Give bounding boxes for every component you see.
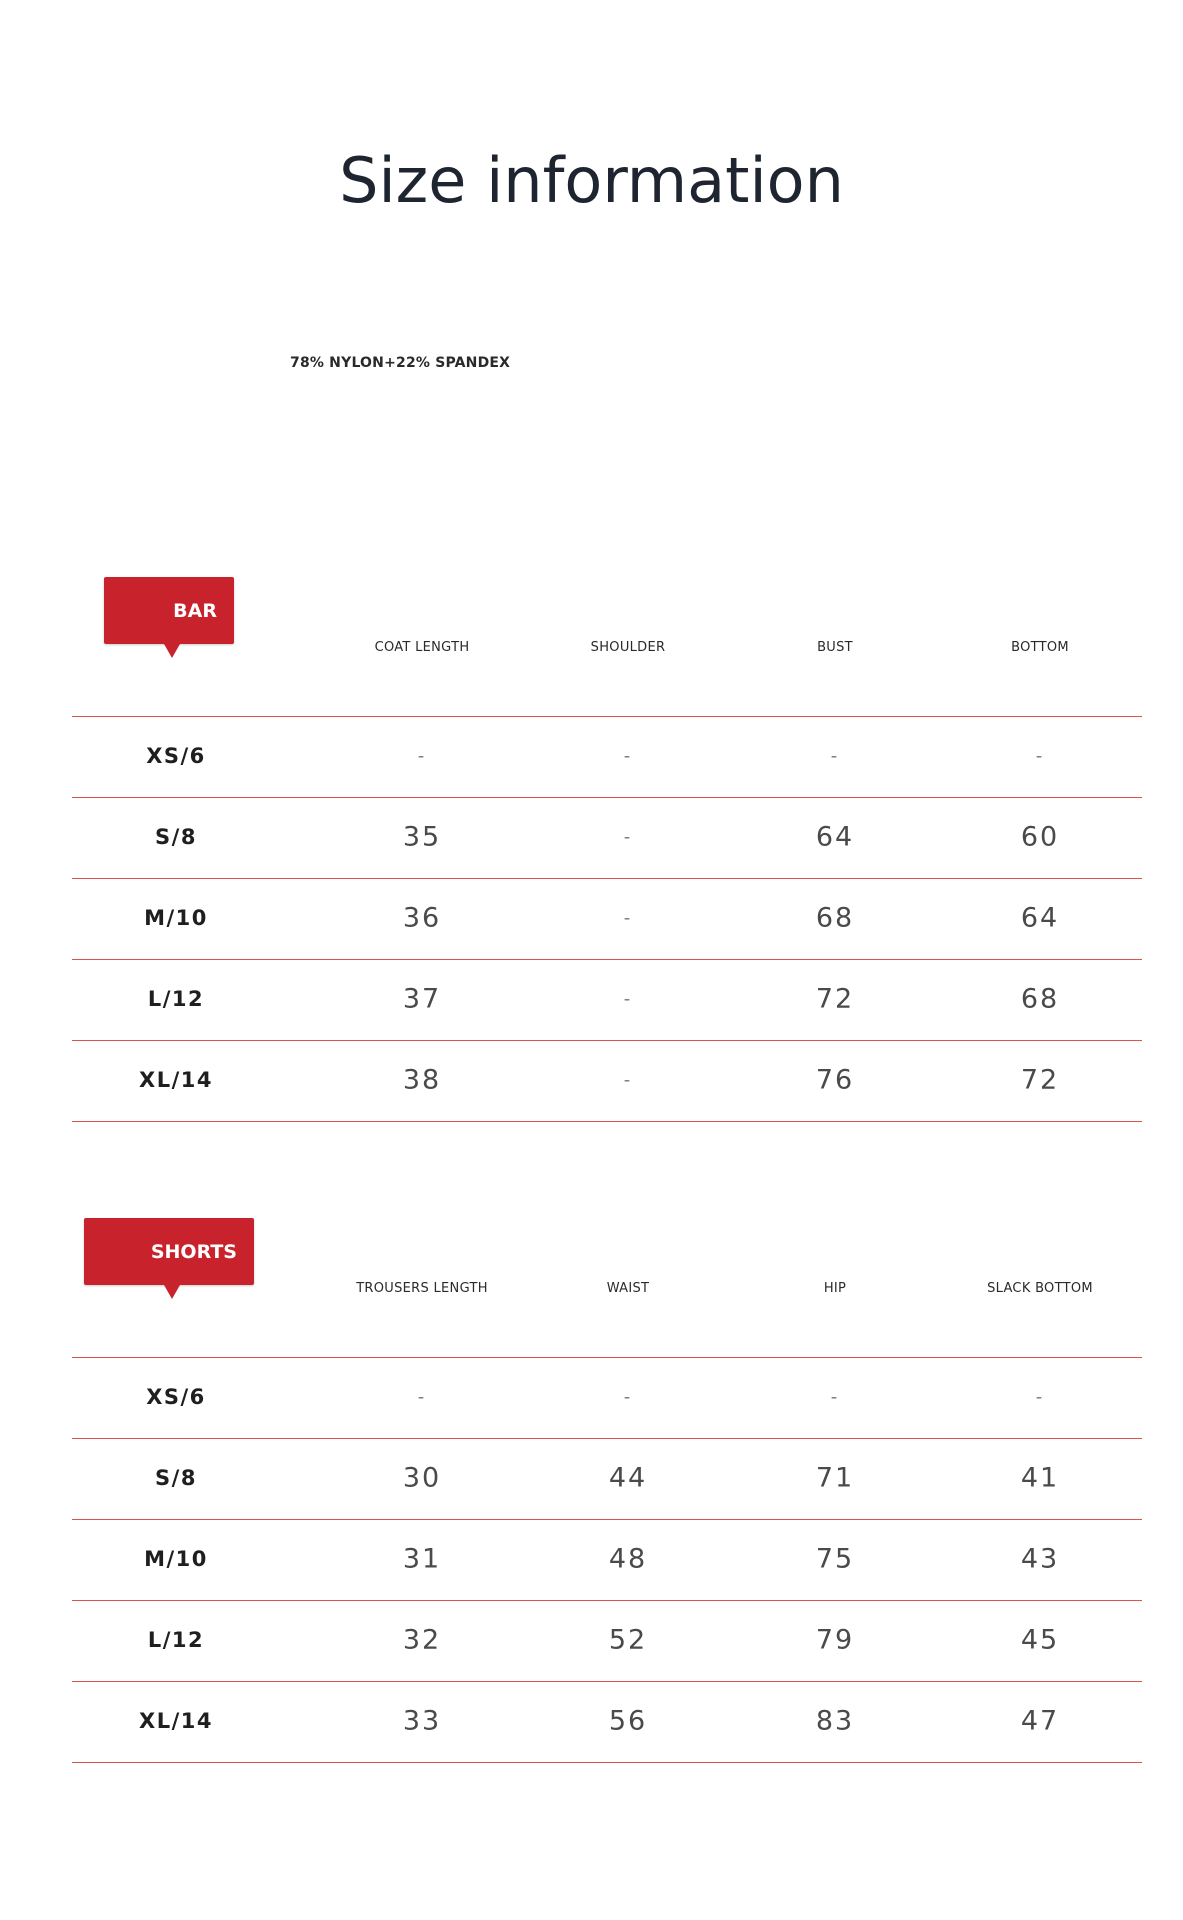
column-header: WAIST bbox=[606, 1281, 650, 1296]
measurement-value: 71 bbox=[815, 1462, 855, 1494]
measurement-value: 76 bbox=[815, 1064, 855, 1096]
page-title: Size information bbox=[339, 144, 844, 217]
table-divider bbox=[72, 1762, 1142, 1763]
column-header: HIP bbox=[823, 1281, 847, 1296]
measurement-value: - bbox=[623, 1386, 633, 1408]
table-row bbox=[0, 1600, 1183, 1680]
column-header: BOTTOM bbox=[1011, 640, 1069, 655]
table-row bbox=[0, 959, 1183, 1039]
measurement-value: 41 bbox=[1020, 1462, 1060, 1494]
measurement-value: - bbox=[623, 745, 633, 767]
measurement-value: 31 bbox=[402, 1543, 442, 1575]
size-label: M/10 bbox=[144, 1547, 208, 1571]
section-tag-label: BAR bbox=[173, 599, 217, 622]
measurement-value: 32 bbox=[402, 1624, 442, 1656]
measurement-value: - bbox=[623, 988, 633, 1010]
measurement-value: 37 bbox=[402, 983, 442, 1015]
column-header: TROUSERS LENGTH bbox=[356, 1281, 488, 1296]
size-label: L/12 bbox=[147, 1628, 205, 1652]
measurement-value: 72 bbox=[1020, 1064, 1060, 1096]
measurement-value: 60 bbox=[1020, 821, 1060, 853]
table-row bbox=[0, 1040, 1183, 1120]
size-label: XL/14 bbox=[139, 1068, 213, 1092]
table-row bbox=[0, 878, 1183, 958]
table-row bbox=[0, 1438, 1183, 1518]
size-label: S/8 bbox=[155, 825, 197, 849]
measurement-value: - bbox=[623, 826, 633, 848]
measurement-value: 68 bbox=[815, 902, 855, 934]
measurement-value: 68 bbox=[1020, 983, 1060, 1015]
column-header: BUST bbox=[817, 640, 853, 655]
measurement-value: - bbox=[623, 1069, 633, 1091]
material-composition: 78% NYLON+22% SPANDEX bbox=[290, 355, 511, 371]
measurement-value: 79 bbox=[815, 1624, 855, 1656]
column-header: SLACK BOTTOM bbox=[987, 1281, 1093, 1296]
table-row bbox=[0, 1357, 1183, 1437]
measurement-value: 64 bbox=[1020, 902, 1060, 934]
measurement-value: 48 bbox=[608, 1543, 648, 1575]
size-label: XL/14 bbox=[139, 1709, 213, 1733]
measurement-value: - bbox=[417, 1386, 427, 1408]
section-tag-shorts bbox=[84, 1218, 254, 1285]
measurement-value: - bbox=[1035, 745, 1045, 767]
measurement-value: - bbox=[1035, 1386, 1045, 1408]
section-tag-bar bbox=[104, 577, 234, 644]
measurement-value: - bbox=[830, 1386, 840, 1408]
table-divider bbox=[72, 1121, 1142, 1122]
measurement-value: - bbox=[623, 907, 633, 929]
table-row bbox=[0, 716, 1183, 796]
measurement-value: 35 bbox=[402, 821, 442, 853]
measurement-value: 72 bbox=[815, 983, 855, 1015]
measurement-value: 52 bbox=[608, 1624, 648, 1656]
measurement-value: - bbox=[830, 745, 840, 767]
section-tag-label: SHORTS bbox=[150, 1240, 237, 1263]
measurement-value: 36 bbox=[402, 902, 442, 934]
measurement-value: 38 bbox=[402, 1064, 442, 1096]
table-row bbox=[0, 1519, 1183, 1599]
measurement-value: 44 bbox=[608, 1462, 648, 1494]
size-label: S/8 bbox=[155, 1466, 197, 1490]
measurement-value: 47 bbox=[1020, 1705, 1060, 1737]
measurement-value: - bbox=[417, 745, 427, 767]
size-label: XS/6 bbox=[146, 744, 206, 768]
measurement-value: 30 bbox=[402, 1462, 442, 1494]
column-header: SHOULDER bbox=[590, 640, 666, 655]
size-label: XS/6 bbox=[146, 1385, 206, 1409]
size-label: M/10 bbox=[144, 906, 208, 930]
size-label: L/12 bbox=[147, 987, 205, 1011]
measurement-value: 45 bbox=[1020, 1624, 1060, 1656]
tag-pointer-icon bbox=[164, 644, 180, 658]
table-row bbox=[0, 1681, 1183, 1761]
measurement-value: 33 bbox=[402, 1705, 442, 1737]
column-header: COAT LENGTH bbox=[374, 640, 470, 655]
measurement-value: 75 bbox=[815, 1543, 855, 1575]
table-row bbox=[0, 797, 1183, 877]
measurement-value: 43 bbox=[1020, 1543, 1060, 1575]
tag-pointer-icon bbox=[164, 1285, 180, 1299]
measurement-value: 83 bbox=[815, 1705, 855, 1737]
measurement-value: 56 bbox=[608, 1705, 648, 1737]
measurement-value: 64 bbox=[815, 821, 855, 853]
